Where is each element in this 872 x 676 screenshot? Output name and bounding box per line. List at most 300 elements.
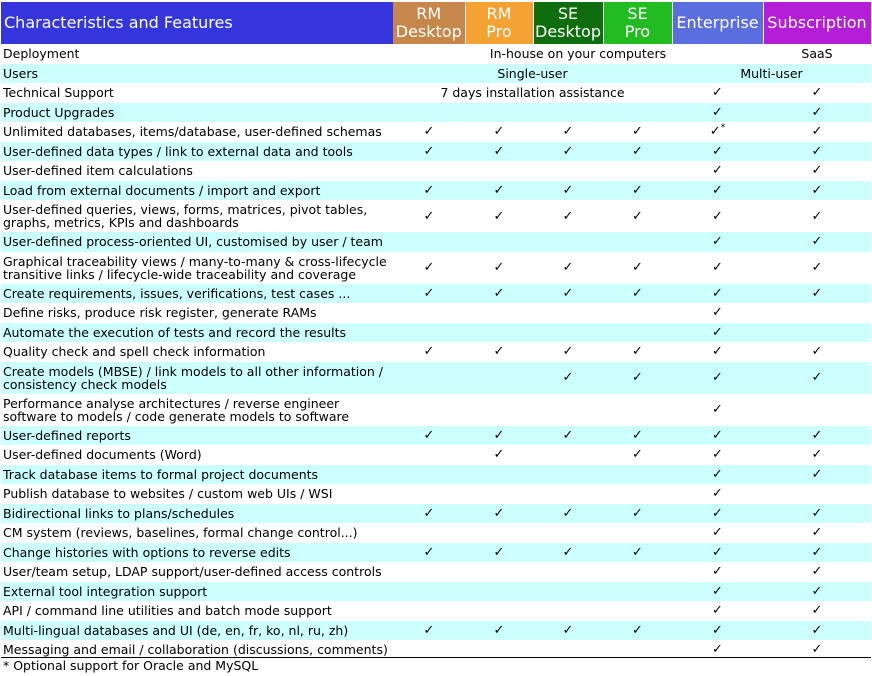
check-icon: ✓	[811, 642, 823, 658]
check-icon: ✓	[811, 603, 823, 619]
check-icon: ✓	[423, 285, 435, 301]
table-row	[1, 484, 871, 504]
availability-cell	[763, 426, 871, 446]
check-icon: ✓	[423, 143, 435, 159]
feature-label: Messaging and email / collaboration (discussions, comments)	[1, 640, 393, 660]
check-icon: ✓	[632, 260, 643, 275]
availability-cell	[465, 543, 533, 563]
availability-cell	[393, 523, 465, 543]
feature-label: Track database items to formal project documents	[1, 465, 393, 485]
availability-cell	[393, 621, 465, 641]
check-icon: ✓	[632, 370, 643, 385]
check-icon: ✓	[562, 370, 574, 385]
availability-cell	[672, 342, 763, 362]
header-se-desktop	[533, 2, 603, 44]
availability-cell	[672, 252, 763, 284]
feature-label: API / command line utilities and batch mode support	[1, 601, 393, 621]
check-icon: ✓	[493, 544, 505, 560]
availability-cell	[603, 122, 672, 142]
check-icon: ✓	[712, 402, 723, 417]
availability-cell	[465, 161, 533, 181]
availability-cell	[672, 323, 763, 343]
availability-cell	[465, 181, 533, 201]
availability-cell	[603, 362, 672, 394]
check-icon: ✓	[493, 143, 505, 159]
header-se-pro	[603, 2, 672, 44]
check-icon: ✓	[712, 85, 723, 101]
availability-cell	[672, 504, 763, 524]
availability-cell	[393, 103, 465, 123]
availability-cell	[603, 504, 672, 524]
spanned-value: Single-user	[393, 64, 672, 84]
availability-cell	[763, 323, 871, 343]
check-icon: ✓	[562, 182, 574, 198]
availability-cell	[603, 543, 672, 563]
availability-cell	[672, 426, 763, 446]
check-icon: ✓	[811, 143, 823, 159]
availability-cell	[533, 362, 603, 394]
header-label-line1: RM	[416, 4, 442, 23]
check-icon: ✓	[712, 486, 723, 502]
check-icon: ✓	[811, 182, 823, 198]
table-row	[1, 445, 871, 465]
feature-label: User/team setup, LDAP support/user-defined access controls	[1, 562, 393, 582]
check-icon: ✓	[712, 622, 723, 638]
feature-label: User-defined data types / link to external data and tools	[1, 142, 393, 162]
availability-cell	[393, 161, 465, 181]
availability-cell	[533, 504, 603, 524]
table-row	[1, 504, 871, 524]
check-icon: ✓	[811, 370, 823, 385]
header-label-line1: Subscription	[767, 13, 867, 32]
check-icon: ✓	[632, 124, 643, 140]
availability-cell	[533, 426, 603, 446]
availability-cell	[603, 484, 672, 504]
check-icon: ✓	[712, 260, 723, 275]
availability-cell	[603, 394, 672, 426]
table-row	[1, 323, 871, 343]
availability-cell	[533, 523, 603, 543]
availability-cell	[603, 252, 672, 284]
availability-cell	[672, 284, 763, 304]
feature-label: Technical Support	[1, 83, 393, 103]
check-icon: ✓	[811, 208, 823, 224]
availability-cell	[603, 465, 672, 485]
table-row	[1, 342, 871, 362]
check-icon: ✓	[423, 544, 435, 560]
availability-cell	[393, 284, 465, 304]
availability-cell	[672, 621, 763, 641]
spanned-value: 7 days installation assistance	[393, 83, 672, 103]
availability-cell	[533, 621, 603, 641]
table-row	[1, 362, 871, 394]
availability-cell	[533, 465, 603, 485]
feature-label: Automate the execution of tests and record the results	[1, 323, 393, 343]
availability-cell	[603, 161, 672, 181]
table-row	[1, 394, 871, 426]
header-enterprise	[672, 2, 763, 44]
availability-cell	[533, 323, 603, 343]
availability-cell	[603, 181, 672, 201]
check-icon: ✓	[632, 143, 643, 159]
check-icon: ✓	[811, 260, 823, 275]
availability-cell	[603, 582, 672, 602]
availability-cell	[603, 523, 672, 543]
footnote: * Optional support for Oracle and MySQL	[3, 658, 259, 673]
availability-cell	[672, 394, 763, 426]
availability-cell	[672, 445, 763, 465]
feature-label: User-defined documents (Word)	[1, 445, 393, 465]
spanned-value: In-house on your computers	[393, 44, 763, 64]
check-icon: ✓	[811, 544, 823, 560]
availability-cell	[465, 303, 533, 323]
availability-cell	[465, 394, 533, 426]
availability-cell	[763, 523, 871, 543]
availability-cell	[763, 181, 871, 201]
feature-label: CM system (reviews, baselines, formal change control...)	[1, 523, 393, 543]
header-label-line2: Desktop	[395, 22, 462, 41]
check-icon: ✓	[423, 505, 435, 521]
availability-cell	[603, 200, 672, 232]
feature-label: Create requirements, issues, verifications, test cases ...	[1, 284, 393, 304]
availability-cell	[763, 342, 871, 362]
availability-cell	[763, 303, 871, 323]
feature-label: Graphical traceability views / many-to-many & cross-lifecycle transitive links / lifecycle-wide traceability and coverage	[1, 252, 393, 284]
availability-cell	[672, 601, 763, 621]
availability-cell	[393, 323, 465, 343]
availability-cell	[533, 161, 603, 181]
availability-cell	[672, 465, 763, 485]
availability-cell	[465, 342, 533, 362]
check-icon: ✓	[712, 305, 723, 321]
availability-cell	[763, 232, 871, 252]
table-row	[1, 562, 871, 582]
check-icon: ✓	[709, 124, 721, 140]
check-icon: ✓	[712, 163, 723, 179]
availability-cell	[533, 342, 603, 362]
check-icon: ✓	[712, 466, 723, 482]
check-icon: ✓	[493, 505, 505, 521]
availability-cell	[465, 445, 533, 465]
availability-cell	[393, 582, 465, 602]
check-icon: ✓	[712, 427, 723, 443]
header-label-line1: RM	[486, 4, 512, 23]
table-row	[1, 44, 871, 64]
availability-cell	[763, 252, 871, 284]
availability-cell	[533, 601, 603, 621]
header-label-line1: SE	[627, 4, 648, 23]
check-icon: ✓	[423, 427, 435, 443]
check-icon: ✓	[811, 466, 823, 482]
feature-label: User-defined item calculations	[1, 161, 393, 181]
availability-cell	[763, 394, 871, 426]
availability-cell	[533, 181, 603, 201]
table-row	[1, 582, 871, 602]
availability-cell	[672, 303, 763, 323]
feature-label: Product Upgrades	[1, 103, 393, 123]
availability-cell	[763, 562, 871, 582]
check-icon: ✓	[712, 208, 723, 224]
features-comparison-table	[1, 2, 872, 660]
availability-cell	[465, 362, 533, 394]
availability-cell	[672, 161, 763, 181]
check-icon: ✓	[493, 182, 505, 198]
availability-cell	[763, 284, 871, 304]
check-icon: ✓	[811, 285, 823, 301]
footnote-marker: *	[720, 123, 726, 134]
availability-cell	[465, 200, 533, 232]
check-icon: ✓	[811, 104, 823, 120]
availability-cell	[465, 284, 533, 304]
table-row	[1, 122, 871, 142]
check-icon: ✓	[423, 182, 435, 198]
availability-cell	[465, 465, 533, 485]
check-icon: ✓	[423, 208, 435, 224]
feature-label: Performance analyse architectures / reverse engineer software to models / code generate models to software	[1, 394, 393, 426]
check-icon: ✓	[712, 234, 723, 250]
check-icon: ✓	[811, 344, 823, 360]
header-rm-pro	[465, 2, 533, 44]
check-icon: ✓	[562, 344, 574, 360]
check-icon: ✓	[493, 622, 505, 638]
check-icon: ✓	[811, 427, 823, 443]
check-icon: ✓	[712, 447, 723, 463]
feature-label: Unlimited databases, items/database, user-defined schemas	[1, 122, 393, 142]
check-icon: ✓	[562, 260, 574, 275]
check-icon: ✓	[712, 370, 723, 385]
check-icon: ✓	[811, 234, 823, 250]
availability-cell	[465, 601, 533, 621]
availability-cell	[533, 303, 603, 323]
availability-cell	[533, 232, 603, 252]
availability-cell	[393, 543, 465, 563]
availability-cell	[393, 200, 465, 232]
availability-cell	[533, 543, 603, 563]
table-row	[1, 252, 871, 284]
availability-cell	[465, 582, 533, 602]
check-icon: ✓	[811, 505, 823, 521]
table-row	[1, 543, 871, 563]
availability-cell	[393, 426, 465, 446]
check-icon: ✓	[632, 285, 643, 301]
availability-cell	[393, 232, 465, 252]
availability-cell	[393, 465, 465, 485]
check-icon: ✓	[632, 447, 643, 463]
availability-cell	[533, 484, 603, 504]
header-characteristics: Characteristics and Features	[1, 2, 393, 44]
availability-cell	[533, 394, 603, 426]
table-row	[1, 200, 871, 232]
check-icon: ✓	[712, 544, 723, 560]
header-subscription	[763, 2, 871, 44]
availability-cell	[603, 562, 672, 582]
feature-label: External tool integration support	[1, 582, 393, 602]
check-icon: ✓	[811, 583, 823, 599]
check-icon: ✓	[811, 564, 823, 580]
table-row	[1, 621, 871, 641]
check-icon: ✓	[712, 182, 723, 198]
feature-label: Deployment	[1, 44, 393, 64]
availability-cell	[603, 284, 672, 304]
availability-cell	[672, 232, 763, 252]
availability-cell	[603, 621, 672, 641]
availability-cell	[465, 523, 533, 543]
check-icon: ✓	[632, 208, 643, 224]
feature-label: Create models (MBSE) / link models to all other information / consistency check models	[1, 362, 393, 394]
availability-cell	[603, 323, 672, 343]
feature-label: Change histories with options to reverse edits	[1, 543, 393, 563]
check-icon: ✓	[493, 285, 505, 301]
availability-cell	[763, 582, 871, 602]
availability-cell	[763, 543, 871, 563]
availability-cell	[465, 103, 533, 123]
availability-cell	[393, 122, 465, 142]
spanned-value: SaaS	[763, 44, 871, 64]
availability-cell	[465, 232, 533, 252]
check-icon: ✓	[423, 622, 435, 638]
check-icon: ✓	[712, 525, 723, 541]
check-icon: ✓	[562, 622, 574, 638]
check-icon: ✓	[632, 622, 643, 638]
availability-cell	[393, 504, 465, 524]
check-icon: ✓	[632, 505, 643, 521]
availability-cell	[763, 142, 871, 162]
check-icon: ✓	[562, 143, 574, 159]
header-label-line2: Desktop	[535, 22, 601, 41]
check-icon: ✓	[712, 642, 723, 658]
availability-cell	[393, 445, 465, 465]
availability-cell	[672, 142, 763, 162]
availability-cell	[393, 562, 465, 582]
header-rm-desktop	[393, 2, 465, 44]
availability-cell	[533, 582, 603, 602]
availability-cell	[393, 342, 465, 362]
availability-cell	[672, 122, 763, 142]
check-icon: ✓	[712, 583, 723, 599]
table-row	[1, 523, 871, 543]
check-icon: ✓	[811, 447, 823, 463]
availability-cell	[763, 200, 871, 232]
availability-cell	[533, 142, 603, 162]
check-icon: ✓	[632, 344, 643, 360]
check-icon: ✓	[712, 344, 723, 360]
availability-cell	[533, 284, 603, 304]
feature-label: Quality check and spell check information	[1, 342, 393, 362]
availability-cell	[533, 252, 603, 284]
check-icon: ✓	[562, 427, 574, 443]
check-icon: ✓	[423, 260, 435, 275]
table-row	[1, 142, 871, 162]
availability-cell	[533, 445, 603, 465]
availability-cell	[465, 122, 533, 142]
check-icon: ✓	[423, 124, 435, 140]
availability-cell	[763, 83, 871, 103]
check-icon: ✓	[493, 447, 505, 463]
availability-cell	[672, 523, 763, 543]
feature-label: Bidirectional links to plans/schedules	[1, 504, 393, 524]
check-icon: ✓	[712, 603, 723, 619]
availability-cell	[672, 582, 763, 602]
table-row	[1, 303, 871, 323]
availability-cell	[672, 484, 763, 504]
table-row	[1, 64, 871, 84]
header-label-line1: Enterprise	[676, 13, 759, 32]
check-icon: ✓	[493, 124, 505, 140]
availability-cell	[465, 142, 533, 162]
check-icon: ✓	[562, 544, 574, 560]
availability-cell	[465, 323, 533, 343]
availability-cell	[603, 303, 672, 323]
availability-cell	[393, 362, 465, 394]
availability-cell	[465, 621, 533, 641]
availability-cell	[393, 303, 465, 323]
check-icon: ✓	[423, 344, 435, 360]
availability-cell	[763, 504, 871, 524]
availability-cell	[603, 142, 672, 162]
table-row	[1, 601, 871, 621]
header-label-line1: SE	[557, 4, 579, 23]
availability-cell	[533, 103, 603, 123]
table-row	[1, 161, 871, 181]
availability-cell	[672, 103, 763, 123]
check-icon: ✓	[811, 525, 823, 541]
availability-cell	[603, 342, 672, 362]
availability-cell	[393, 142, 465, 162]
feature-label: Load from external documents / import and export	[1, 181, 393, 201]
check-icon: ✓	[562, 208, 574, 224]
availability-cell	[465, 484, 533, 504]
availability-cell	[763, 122, 871, 142]
check-icon: ✓	[712, 143, 723, 159]
check-icon: ✓	[811, 85, 823, 101]
availability-cell	[465, 252, 533, 284]
availability-cell	[763, 484, 871, 504]
feature-label: Publish database to websites / custom web UIs / WSI	[1, 484, 393, 504]
check-icon: ✓	[811, 124, 823, 140]
availability-cell	[672, 83, 763, 103]
check-icon: ✓	[712, 104, 723, 120]
check-icon: ✓	[632, 427, 643, 443]
check-icon: ✓	[811, 163, 823, 179]
availability-cell	[393, 181, 465, 201]
table-row	[1, 465, 871, 485]
availability-cell	[763, 445, 871, 465]
check-icon: ✓	[712, 564, 723, 580]
check-icon: ✓	[632, 182, 643, 198]
availability-cell	[533, 122, 603, 142]
check-icon: ✓	[562, 285, 574, 301]
check-icon: ✓	[493, 427, 505, 443]
table-row	[1, 284, 871, 304]
availability-cell	[465, 426, 533, 446]
check-icon: ✓	[493, 208, 505, 224]
availability-cell	[763, 465, 871, 485]
table-row	[1, 83, 871, 103]
table-row	[1, 232, 871, 252]
table-body	[1, 44, 871, 660]
spanned-value: Multi-user	[672, 64, 871, 84]
feature-label: Define risks, produce risk register, generate RAMs	[1, 303, 393, 323]
availability-cell	[393, 484, 465, 504]
table-header-row	[1, 2, 871, 44]
availability-cell	[603, 601, 672, 621]
availability-cell	[603, 445, 672, 465]
availability-cell	[603, 103, 672, 123]
check-icon: ✓	[562, 505, 574, 521]
availability-cell	[672, 562, 763, 582]
table-row	[1, 103, 871, 123]
availability-cell	[763, 362, 871, 394]
